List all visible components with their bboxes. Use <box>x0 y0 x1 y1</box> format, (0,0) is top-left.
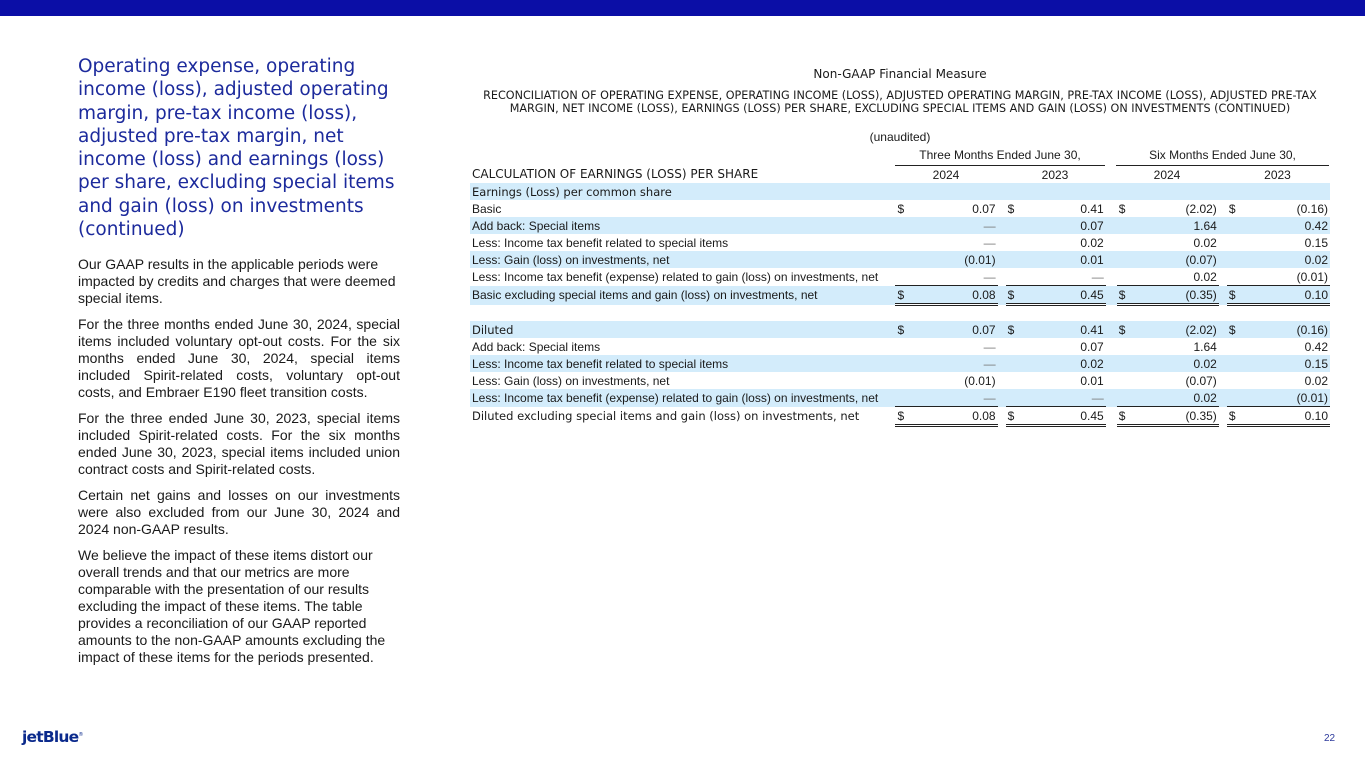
column-gap <box>998 407 1006 426</box>
cell-value: — <box>983 269 996 284</box>
column-gap <box>998 251 1006 268</box>
column-gap <box>1106 338 1117 355</box>
column-gap <box>998 338 1006 355</box>
column-gap <box>1106 200 1117 217</box>
column-gap <box>1219 407 1227 426</box>
column-gap <box>1106 268 1117 286</box>
row-label: Less: Income tax benefit related to special items <box>470 355 895 372</box>
cell-value: 0.02 <box>1193 235 1217 250</box>
paragraph: We believe the impact of these items distort our overall trends and that our metrics are more comparable with the presentation of our results excluding the impact of these items. The table provides a reconciliation of our GAAP reported amounts to the non-GAAP amounts excluding the impact of these items for the periods presented. <box>78 547 386 665</box>
cell-value: 1.64 <box>1131 217 1219 234</box>
column-gap <box>998 183 1006 200</box>
paragraph: Certain net gains and losses on our investments were also excluded from our June 30, 2024 and 2024 non-GAAP results. <box>78 487 400 537</box>
dollar-sign: $ <box>1227 321 1241 338</box>
column-gap <box>1219 251 1227 268</box>
row-label: Less: Income tax benefit (expense) related to gain (loss) on investments, net <box>470 389 895 407</box>
year-header: 2024 <box>895 168 997 186</box>
column-gap <box>998 372 1006 389</box>
column-gap <box>1219 183 1227 200</box>
dollar-sign <box>1117 338 1131 355</box>
cell-value: 0.07 <box>1020 217 1106 234</box>
column-gap <box>1219 234 1227 251</box>
dollar-sign <box>895 217 909 234</box>
cell-value: — <box>910 389 998 407</box>
paragraph: For the three months ended June 30, 2024, special items included voluntary opt-out costs. For the six months ended June 30, 2024, special items included Spirit-related costs, voluntary opt-out costs, and Embraer E190 fleet transition costs. <box>78 316 400 400</box>
column-gap <box>1219 268 1227 286</box>
dollar-sign: $ <box>1227 286 1241 305</box>
row-label: Diluted excluding special items and gain (loss) on investments, net <box>472 409 860 423</box>
column-gap <box>1219 355 1227 372</box>
dollar-sign <box>1006 355 1020 372</box>
cell-value: — <box>983 339 996 354</box>
row-label: Earnings (Loss) per common share <box>470 183 895 200</box>
cell-value: 0.02 <box>1241 251 1330 268</box>
spacer-row <box>470 305 1330 322</box>
measure-title: Non-GAAP Financial Measure <box>813 67 987 81</box>
cell-value <box>1020 183 1106 200</box>
dollar-sign <box>1227 372 1241 389</box>
year-header: 2023 <box>1226 168 1329 186</box>
jetblue-logo: jetBlue® <box>22 728 83 746</box>
cell-value: 0.02 <box>1131 389 1219 407</box>
dollar-sign: $ <box>1007 201 1015 216</box>
column-gap <box>1106 389 1117 407</box>
dollar-sign <box>895 251 909 268</box>
dollar-sign <box>1006 338 1020 355</box>
cell-value: 0.02 <box>1304 373 1328 388</box>
section-title: CALCULATION OF EARNINGS (LOSS) PER SHARE <box>472 167 759 181</box>
column-gap <box>1219 372 1227 389</box>
dollar-sign <box>895 234 909 251</box>
dollar-sign: $ <box>897 201 905 216</box>
dollar-sign <box>895 338 909 355</box>
row-label: Basic excluding special items and gain (loss) on investments, net <box>470 286 895 305</box>
column-gap <box>1106 407 1117 426</box>
dollar-sign <box>1117 234 1131 251</box>
column-gap <box>998 286 1006 305</box>
cell-value <box>1131 183 1219 200</box>
cell-value: — <box>910 355 998 372</box>
table-row <box>470 217 1330 234</box>
column-gap <box>998 217 1006 234</box>
slide-heading: Operating expense, operating income (loss), adjusted operating margin, pre-tax income (loss), adjusted pre-tax margin, net income (loss) and earnings (loss) per share, excluding special items and gain (loss) on investments (continued) <box>78 56 395 241</box>
dollar-sign: $ <box>1227 407 1241 426</box>
row-label: Basic <box>472 201 502 216</box>
dollar-sign: $ <box>1118 201 1126 216</box>
col-group-six-months: Six Months Ended June 30, <box>1116 148 1329 166</box>
cell-value: (2.02) <box>1131 321 1219 338</box>
table-row <box>470 268 1330 286</box>
table-row <box>470 338 1330 355</box>
table-row <box>470 355 1330 372</box>
table-row <box>470 389 1330 407</box>
commentary <box>78 256 400 675</box>
dollar-sign <box>1006 183 1020 200</box>
table-row <box>470 321 1330 338</box>
table-row <box>470 183 1330 200</box>
cell-value: 0.41 <box>1020 321 1106 338</box>
row-label: Diluted <box>470 321 895 338</box>
cell-value: (0.07) <box>1185 373 1217 388</box>
column-gap <box>1106 286 1117 305</box>
dollar-sign <box>1227 251 1241 268</box>
cell-value: 0.02 <box>1080 235 1104 250</box>
table-row <box>470 407 1330 426</box>
column-gap <box>1106 321 1117 338</box>
column-gap <box>1106 251 1117 268</box>
dollar-sign: $ <box>1006 407 1020 426</box>
dollar-sign <box>895 355 909 372</box>
cell-value: 1.64 <box>1193 339 1217 354</box>
dollar-sign <box>1227 217 1241 234</box>
row-label: Less: Income tax benefit (expense) related to gain (loss) on investments, net <box>472 269 879 284</box>
page-number: 22 <box>1324 733 1336 744</box>
column-gap <box>1106 183 1117 200</box>
top-accent-bar <box>0 0 1365 16</box>
dollar-sign <box>1006 389 1020 407</box>
cell-value: 0.15 <box>1304 235 1328 250</box>
cell-value: (0.16) <box>1241 321 1330 338</box>
dollar-sign <box>1006 268 1020 286</box>
col-group-three-months: Three Months Ended June 30, <box>895 148 1105 166</box>
table-row <box>470 372 1330 389</box>
cell-value: — <box>910 217 998 234</box>
cell-value: — <box>1020 389 1106 407</box>
cell-value: 0.02 <box>1193 269 1217 284</box>
dollar-sign <box>1006 234 1020 251</box>
column-gap <box>1219 321 1227 338</box>
cell-value: (0.01) <box>1241 389 1330 407</box>
table-row <box>470 286 1330 305</box>
dollar-sign <box>1117 355 1131 372</box>
cell-value: 0.07 <box>910 321 998 338</box>
cell-value: 0.08 <box>910 286 998 305</box>
cell-value: 0.02 <box>1131 355 1219 372</box>
cell-value <box>1241 183 1330 200</box>
dollar-sign: $ <box>895 286 909 305</box>
dollar-sign <box>1117 372 1131 389</box>
dollar-sign: $ <box>1006 286 1020 305</box>
column-gap <box>998 389 1006 407</box>
cell-value: 0.45 <box>1020 286 1106 305</box>
column-gap <box>1219 200 1227 217</box>
row-label: Add back: Special items <box>470 217 895 234</box>
dollar-sign: $ <box>1117 407 1131 426</box>
table-row <box>470 251 1330 268</box>
dollar-sign <box>1227 268 1241 286</box>
cell-value: (0.07) <box>1131 251 1219 268</box>
dollar-sign <box>895 389 909 407</box>
dollar-sign <box>1227 355 1241 372</box>
dollar-sign <box>1006 372 1020 389</box>
column-gap <box>998 268 1006 286</box>
cell-value: (2.02) <box>1185 201 1217 216</box>
cell-value: 0.15 <box>1241 355 1330 372</box>
cell-value: — <box>983 235 996 250</box>
cell-value: 0.42 <box>1304 339 1328 354</box>
dollar-sign <box>1117 183 1131 200</box>
dollar-sign <box>1117 217 1131 234</box>
dollar-sign: $ <box>895 407 909 426</box>
dollar-sign: $ <box>1117 321 1131 338</box>
dollar-sign <box>1006 217 1020 234</box>
cell-value: 0.41 <box>1080 201 1104 216</box>
cell-value: 0.07 <box>972 201 996 216</box>
column-gap <box>1106 355 1117 372</box>
column-gap <box>1106 372 1117 389</box>
cell-value: 0.45 <box>1020 407 1106 426</box>
cell-value: (0.16) <box>1296 201 1328 216</box>
column-gap <box>998 200 1006 217</box>
row-label: Less: Income tax benefit related to special items <box>472 235 729 250</box>
cell-value: 0.10 <box>1241 407 1330 426</box>
column-gap <box>1219 338 1227 355</box>
column-gap <box>1106 217 1117 234</box>
cell-value: 0.42 <box>1241 217 1330 234</box>
column-gap <box>1219 389 1227 407</box>
dollar-sign <box>1227 338 1241 355</box>
unaudited-label: (unaudited) <box>869 130 931 144</box>
column-gap <box>998 355 1006 372</box>
dollar-sign: $ <box>1228 201 1236 216</box>
dollar-sign <box>1117 389 1131 407</box>
cell-value <box>910 183 998 200</box>
dollar-sign <box>1117 251 1131 268</box>
column-gap <box>998 234 1006 251</box>
column-gap <box>1106 234 1117 251</box>
dollar-sign <box>1006 251 1020 268</box>
reconciliation-title: RECONCILIATION OF OPERATING EXPENSE, OPERATING INCOME (LOSS), ADJUSTED OPERATING MARGIN, PRE-TAX INCOME (LOSS), ADJUSTED PRE-TAX MARGIN, NET INCOME (LOSS), EARNINGS (LOSS) PER SHARE, EXCLUDING SPECIAL ITEMS AND GAIN (LOSS) ON INVESTMENTS (CONTINUED) <box>483 89 1317 115</box>
cell-value: (0.35) <box>1131 407 1219 426</box>
year-header: 2023 <box>1005 168 1105 186</box>
cell-value: 0.07 <box>1080 339 1104 354</box>
paragraph: For the three ended June 30, 2023, special items included Spirit-related costs. For the six months ended June 30, 2023, special items included union contract costs and Spirit-related costs. <box>78 410 400 477</box>
cell-value: (0.01) <box>910 251 998 268</box>
eps-reconciliation-table <box>470 183 1330 427</box>
dollar-sign <box>895 372 909 389</box>
cell-value: — <box>1091 269 1104 284</box>
cell-value: 0.10 <box>1241 286 1330 305</box>
cell-value: 0.01 <box>1080 373 1104 388</box>
row-label: Less: Gain (loss) on investments, net <box>472 373 670 388</box>
table-row <box>470 234 1330 251</box>
table-row <box>470 200 1330 217</box>
column-gap <box>1219 217 1227 234</box>
dollar-sign <box>895 268 909 286</box>
dollar-sign: $ <box>895 321 909 338</box>
cell-value: (0.01) <box>1296 269 1328 284</box>
year-header: 2024 <box>1116 168 1218 186</box>
cell-value: (0.01) <box>964 373 996 388</box>
dollar-sign <box>1117 268 1131 286</box>
dollar-sign <box>1227 183 1241 200</box>
column-gap <box>1219 286 1227 305</box>
cell-value: 0.08 <box>910 407 998 426</box>
row-label: Less: Gain (loss) on investments, net <box>470 251 895 268</box>
dollar-sign: $ <box>1117 286 1131 305</box>
cell-value: (0.35) <box>1131 286 1219 305</box>
row-label: Add back: Special items <box>472 339 601 354</box>
dollar-sign <box>1227 389 1241 407</box>
cell-value: 0.01 <box>1020 251 1106 268</box>
dollar-sign <box>1227 234 1241 251</box>
cell-value: 0.02 <box>1020 355 1106 372</box>
column-gap <box>998 321 1006 338</box>
dollar-sign <box>895 183 909 200</box>
dollar-sign: $ <box>1006 321 1020 338</box>
paragraph: Our GAAP results in the applicable periods were impacted by credits and charges that were deemed special items. <box>78 256 396 306</box>
